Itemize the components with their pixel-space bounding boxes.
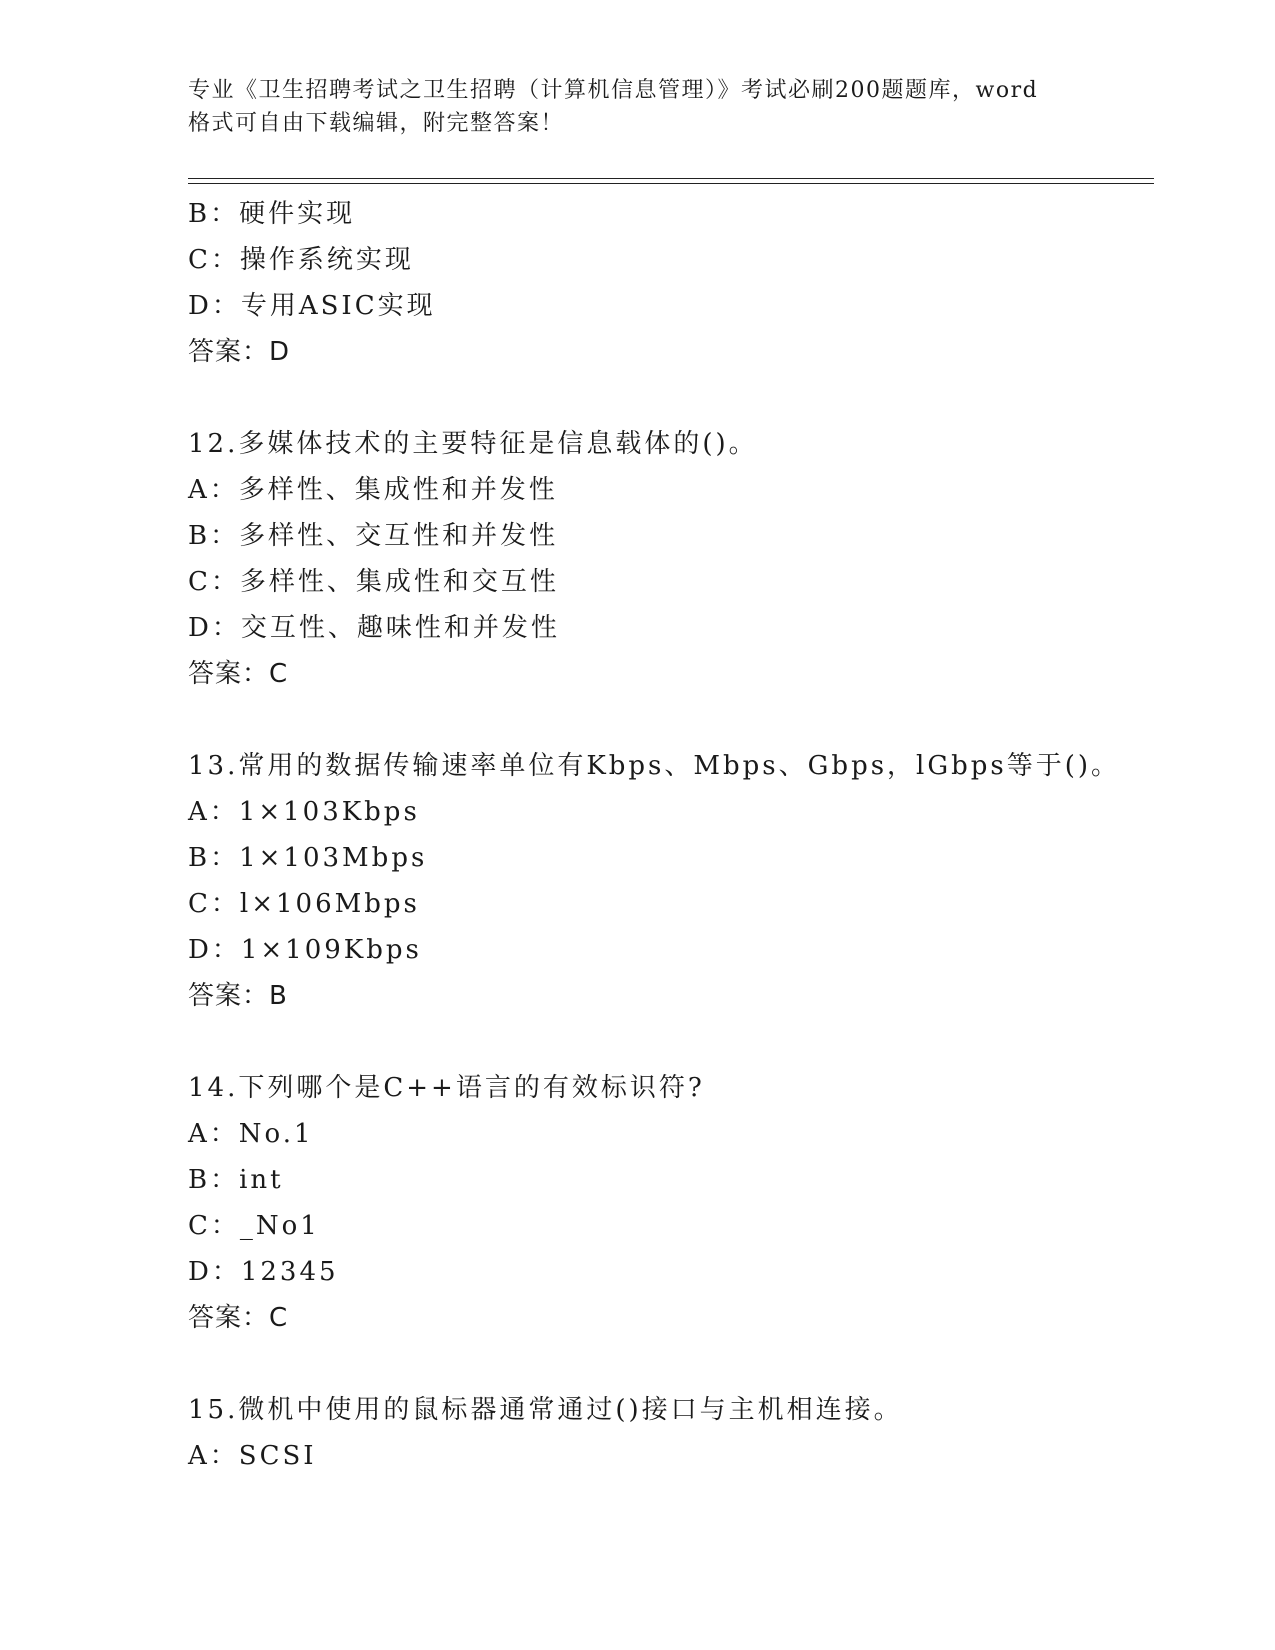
option-b: B：int bbox=[188, 1165, 284, 1195]
question-11-partial bbox=[188, 191, 1148, 375]
question-14 bbox=[188, 1065, 1148, 1341]
question-stem: 15.微机中使用的鼠标器通常通过()接口与主机相连接。 bbox=[188, 1395, 903, 1425]
question-15 bbox=[188, 1387, 1148, 1479]
document-header bbox=[188, 74, 1118, 140]
option-c: C：_No1 bbox=[188, 1211, 320, 1241]
header-rule-top bbox=[188, 178, 1154, 179]
answer-line: 答案：C bbox=[188, 659, 289, 689]
option-d: D：交互性、趣味性和并发性 bbox=[188, 613, 560, 643]
option-b: B：1×103Mbps bbox=[188, 843, 428, 873]
question-stem: 14.下列哪个是C++语言的有效标识符? bbox=[188, 1073, 705, 1103]
option-b: B：多样性、交互性和并发性 bbox=[188, 521, 559, 551]
option-c: C：l×106Mbps bbox=[188, 889, 420, 919]
answer-line: 答案：C bbox=[188, 1303, 289, 1333]
option-d: D：12345 bbox=[188, 1257, 339, 1287]
header-line-1: 专业《卫生招聘考试之卫生招聘（计算机信息管理）》考试必刷200题题库，word bbox=[188, 78, 1039, 103]
option-c: C：操作系统实现 bbox=[188, 245, 414, 275]
option-a: A：SCSI bbox=[188, 1441, 317, 1471]
question-spacer bbox=[188, 697, 1148, 743]
option-a: A：No.1 bbox=[188, 1119, 314, 1149]
header-line-2: 格式可自由下载编辑，附完整答案！ bbox=[188, 111, 565, 136]
question-stem: 13.常用的数据传输速率单位有Kbps、Mbps、Gbps，lGbps等于()。 bbox=[188, 751, 1121, 781]
question-spacer bbox=[188, 375, 1148, 421]
question-spacer bbox=[188, 1341, 1148, 1387]
question-13 bbox=[188, 743, 1148, 1019]
option-a: A：多样性、集成性和并发性 bbox=[188, 475, 558, 505]
answer-line: 答案：D bbox=[188, 337, 291, 367]
option-c: C：多样性、集成性和交互性 bbox=[188, 567, 559, 597]
question-spacer bbox=[188, 1019, 1148, 1065]
option-d: D：专用ASIC实现 bbox=[188, 291, 436, 321]
header-rule-bottom bbox=[188, 183, 1154, 184]
question-content bbox=[188, 191, 1148, 1479]
option-b: B：硬件实现 bbox=[188, 199, 356, 229]
question-stem: 12.多媒体技术的主要特征是信息载体的()。 bbox=[188, 429, 758, 459]
question-12 bbox=[188, 421, 1148, 697]
option-a: A：1×103Kbps bbox=[188, 797, 420, 827]
option-d: D：1×109Kbps bbox=[188, 935, 422, 965]
answer-line: 答案：B bbox=[188, 981, 288, 1011]
